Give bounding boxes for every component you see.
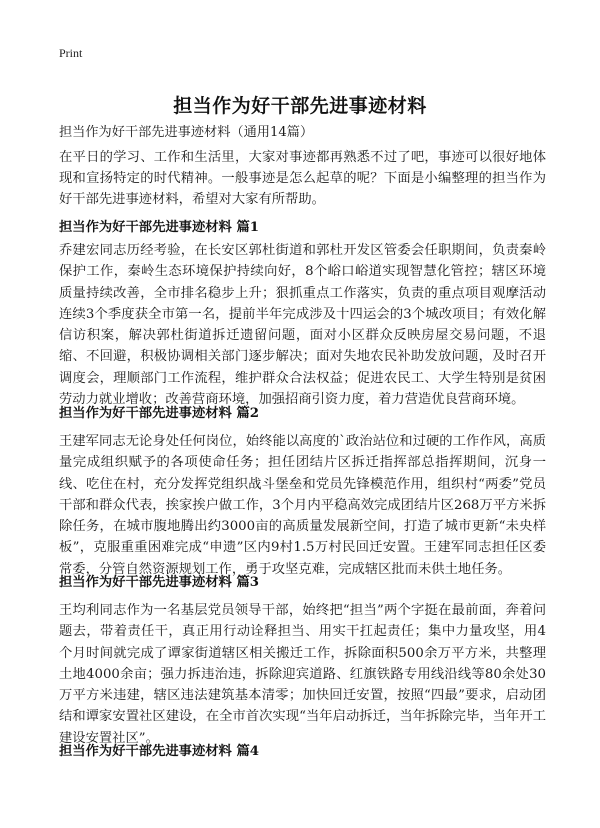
section-heading-3: 担当作为好干部先进事迹材料 篇3 — [59, 575, 260, 590]
section-heading-4: 担当作为好干部先进事迹材料 篇4 — [59, 744, 260, 759]
section-heading-1: 担当作为好干部先进事迹材料 篇1 — [59, 220, 260, 235]
section-body-2: 王建军同志无论身处任何岗位，始终能以高度的`政治站位和过硬的工作作风，高质量完成组织赋予的各项使命任务；担任团结片区拆迁指挥部总指挥期间，沉身一线、吃住在村，充分发挥党组织战斗堡垒和党员先锋模范作用，组织村“两委”党员干部和群众代表，挨家挨户做工作，3个月内平稳高效完成团结片区268万平方米拆除任务，在城市腹地腾出约3000亩的高质量发展新空间，打造了城市更新“未央样板”，克服重重困难完成“申遗”区内9村1.5万村民回迁安置。王建军同志担任区委常委，分管自然资源规划工作，勇于攻坚克难，完成辖区批而未供土地任务。 — [59, 434, 546, 577]
section-heading-2: 担当作为好干部先进事迹材料 篇2 — [59, 406, 260, 421]
section-body-3: 王均利同志作为一名基层党员领导干部，始终把“担当”两个字挺在最前面，奔着问题去，带着责任干，真正用行动诠释担当、用实干扛起责任；集中力量攻坚，用4个月时间就完成了谭家街道辖区相关搬迁工作，拆除面积500余万平方米，共整理土地4000余亩；强力拆违治违，拆除迎宾道路、红旗铁路专用线沿线等80余处30万平方米违建，辖区违法建筑基本清零；加快回迁安置，按照“四最”要求，启动团结和谭家安置社区建设，在全市首次实现“当年启动拆迁，当年拆除完毕，当年开工建设安置社区”。 — [59, 603, 546, 746]
section-body-1: 乔建宏同志历经考验，在长安区郭杜街道和郭杜开发区管委会任职期间，负责秦岭保护工作，秦岭生态环境保护持续向好，8个峪口峪道实现智慧化管控；辖区环境质量持续改善，全市排名稳步上升；狠抓重点工作落实，负责的重点项目观摩活动连续3个季度获全市第一名，提前半年完成涉及十四运会的3个城改项目；有效化解信访积案，解决郭杜街道拆迁遗留问题，面对小区群众反映房屋交易问题，不退缩、不回避，积极协调相关部门逐步解决；面对失地农民补助发放问题，及时召开调度会，理顺部门工作流程，维护群众合法权益；促进农民工、大学生特别是贫困劳动力就业增收；改善营商环境，加强招商引资力度，着力营造优良营商环境。 — [59, 243, 546, 408]
print-link[interactable]: Print — [59, 46, 83, 60]
page-title: 担当作为好干部先进事迹材料 — [173, 94, 427, 117]
document-subtitle: 担当作为好干部先进事迹材料（通用14篇） — [59, 125, 314, 140]
intro-paragraph: 在平日的学习、工作和生活里，大家对事迹都再熟悉不过了吧，事迹可以很好地体现和宣扬特定的时代精神。一般事迹是怎么起草的呢？下面是小编整理的担当作为好干部先进事迹材料，希望对大家有所帮助。 — [59, 150, 546, 207]
